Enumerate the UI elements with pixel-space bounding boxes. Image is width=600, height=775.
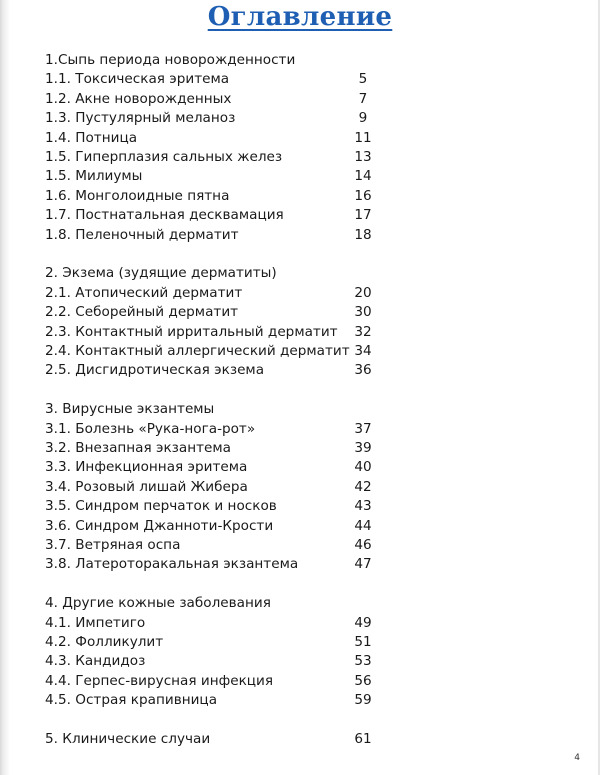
toc-entry[interactable] [45, 497, 385, 516]
toc-entry-label: 3.1. Болезнь «Рука-нога-рот» [45, 420, 256, 437]
toc-entry[interactable] [45, 478, 385, 497]
toc-page-number: 5 [358, 71, 368, 88]
page-title: Оглавление [207, 2, 393, 32]
toc-page-number: 14 [354, 168, 372, 185]
toc-entry[interactable] [45, 323, 385, 342]
toc-entry-label: 2.5. Дисгидротическая экзема [45, 362, 265, 379]
toc-page-number: 44 [354, 517, 372, 534]
toc-entry[interactable] [45, 633, 385, 652]
toc-page-number: 13 [354, 148, 372, 165]
toc-entry-label: 3.7. Ветряная оспа [45, 536, 181, 553]
toc-page-number: 7 [358, 90, 368, 107]
toc-page-number: 36 [354, 362, 372, 379]
toc-entry-label: 3.5. Синдром перчаток и носков [45, 498, 277, 515]
toc-section [45, 400, 385, 575]
toc-entry[interactable] [45, 555, 385, 574]
toc-page-number: 9 [358, 110, 368, 127]
toc-entry[interactable] [45, 70, 385, 89]
toc-entry-label: 1.8. Пеленочный дерматит [45, 226, 239, 243]
page-shadow-left [0, 0, 10, 775]
toc-entry[interactable] [45, 129, 385, 148]
toc-entry[interactable] [45, 109, 385, 128]
toc-entry-label: 3.6. Синдром Джанноти-Крости [45, 517, 274, 534]
toc-entry-label: 1.3. Пустулярный меланоз [45, 110, 236, 127]
toc-page-number: 49 [354, 614, 372, 631]
toc-heading-label: 2. Экзема (зудящие дерматиты) [45, 265, 277, 282]
toc-section-heading[interactable] [45, 730, 385, 749]
toc-page-number: 61 [354, 731, 372, 748]
toc-entry[interactable] [45, 536, 385, 555]
toc-page-number: 43 [354, 498, 372, 515]
toc-entry[interactable] [45, 361, 385, 380]
toc-entry[interactable] [45, 342, 385, 361]
toc-heading-label: 4. Другие кожные заболевания [45, 595, 271, 612]
toc-page-number: 37 [354, 420, 372, 437]
toc-entry[interactable] [45, 206, 385, 225]
toc-entry-label: 3.2. Внезапная экзантема [45, 440, 231, 457]
toc-entry[interactable] [45, 439, 385, 458]
toc-entry-label: 3.8. Латероторакальная экзантема [45, 556, 299, 573]
toc-page-number: 47 [354, 556, 372, 573]
toc-entry[interactable] [45, 90, 385, 109]
toc-entry[interactable] [45, 672, 385, 691]
toc-entry-label: 4.4. Герпес-вирусная инфекция [45, 672, 274, 689]
toc-page-number: 39 [354, 440, 372, 457]
toc-page-number: 11 [354, 129, 372, 146]
toc-entry[interactable] [45, 226, 385, 245]
toc-entry-label: 2.4. Контактный аллергический дерматит [45, 342, 350, 359]
toc-entry[interactable] [45, 517, 385, 536]
toc-heading-label: 5. Клинические случаи [45, 731, 211, 748]
toc-entry-label: 1.4. Потница [45, 129, 138, 146]
toc-page-number: 20 [354, 284, 372, 301]
toc-heading-label: 3. Вирусные экзантемы [45, 401, 215, 418]
table-of-contents [45, 51, 385, 769]
toc-entry-label: 1.5. Гиперплазия сальных желез [45, 148, 283, 165]
toc-section-heading[interactable] [45, 594, 385, 613]
toc-entry[interactable] [45, 284, 385, 303]
toc-page-number: 56 [354, 672, 372, 689]
toc-section [45, 730, 385, 749]
toc-page-number: 17 [354, 207, 372, 224]
toc-entry[interactable] [45, 614, 385, 633]
toc-entry[interactable] [45, 148, 385, 167]
toc-page-number: 59 [354, 692, 372, 709]
toc-entry-label: 4.3. Кандидоз [45, 653, 146, 670]
toc-section-heading[interactable] [45, 51, 385, 70]
toc-entry-label: 4.5. Острая крапивница [45, 692, 218, 709]
toc-entry-label: 1.2. Акне новорожденных [45, 90, 232, 107]
page-number: 4 [574, 753, 580, 763]
toc-entry[interactable] [45, 420, 385, 439]
toc-heading-label: 1.Сыпь периода новорожденности [45, 52, 296, 68]
toc-section-heading[interactable] [45, 264, 385, 283]
toc-entry-label: 1.5. Милиумы [45, 168, 143, 185]
toc-page-number: 30 [354, 304, 372, 321]
toc-entry[interactable] [45, 167, 385, 186]
toc-entry[interactable] [45, 303, 385, 322]
toc-page-number: 40 [354, 459, 372, 476]
toc-entry[interactable] [45, 187, 385, 206]
toc-page-number: 18 [354, 226, 372, 243]
toc-page-number: 53 [354, 653, 372, 670]
toc-entry-label: 4.2. Фолликулит [45, 634, 164, 651]
toc-entry-label: 2.3. Контактный ирритальный дерматит [45, 323, 338, 340]
toc-section [45, 594, 385, 710]
toc-section [45, 51, 385, 245]
toc-section-heading[interactable] [45, 400, 385, 419]
toc-entry-label: 3.4. Розовый лишай Жибера [45, 478, 248, 495]
toc-section [45, 264, 385, 380]
toc-entry-label: 1.7. Постнатальная десквамация [45, 207, 284, 224]
toc-entry-label: 3.3. Инфекционная эритема [45, 459, 248, 476]
toc-entry[interactable] [45, 458, 385, 477]
toc-entry[interactable] [45, 652, 385, 671]
toc-entry-label: 2.2. Себорейный дерматит [45, 304, 239, 321]
toc-page-number: 46 [354, 536, 372, 553]
toc-page-number: 42 [354, 478, 372, 495]
toc-page-number: 16 [354, 187, 372, 204]
toc-page-number: 32 [354, 323, 372, 340]
toc-entry-label: 1.6. Монголоидные пятна [45, 187, 230, 204]
toc-entry-label: 4.1. Импетиго [45, 614, 146, 631]
toc-page-number: 34 [354, 342, 372, 359]
toc-page-number: 51 [354, 634, 372, 651]
toc-entry-label: 1.1. Токсическая эритема [45, 71, 230, 88]
toc-entry[interactable] [45, 691, 385, 710]
toc-entry-label: 2.1. Атопический дерматит [45, 284, 243, 301]
